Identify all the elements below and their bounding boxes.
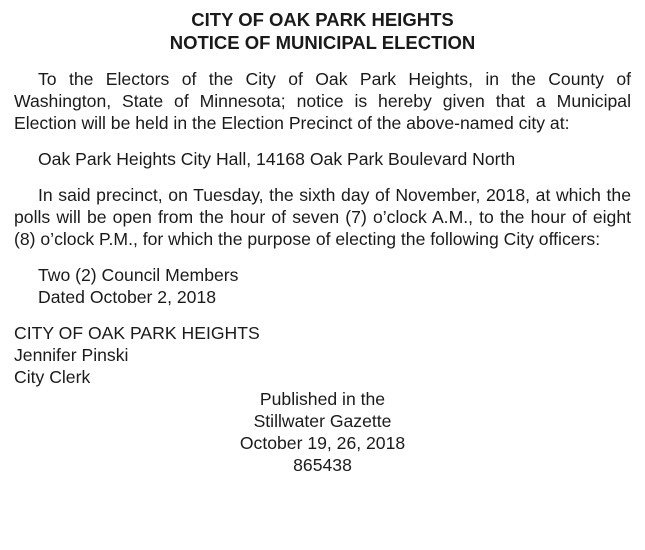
dated-line: Dated October 2, 2018 (38, 287, 217, 307)
signature-title: City Clerk (14, 367, 91, 387)
title-city: CITY OF OAK PARK HEIGHTS (191, 9, 454, 30)
offices-line: Two (2) Council Members (38, 265, 239, 285)
precinct-paragraph: In said precinct, on Tuesday, the sixth day of November, 2018, at which the polls will be open from the hour of seven (7) o’clock A.M., to the hour of eight (8) o’clock P.M., for which the purpose of electing the following City officers: (14, 185, 631, 249)
signature-block (14, 322, 631, 388)
publication-block (14, 388, 631, 476)
title-notice: NOTICE OF MUNICIPAL ELECTION (169, 32, 476, 53)
intro-paragraph: To the Electors of the City of Oak Park Heights, in the County of Washington, State of Minnesota; notice is hereby given that a Municipal Election will be held in the Election Precinct of the above-named city at: (14, 69, 631, 133)
publication-dates: October 19, 26, 2018 (239, 433, 406, 453)
polling-location: Oak Park Heights City Hall, 14168 Oak Park Boulevard North (38, 149, 516, 169)
publication-line1: Published in the (259, 389, 386, 409)
signature-city: CITY OF OAK PARK HEIGHTS (14, 323, 260, 343)
publication-paper: Stillwater Gazette (253, 411, 392, 431)
publication-id: 865438 (293, 455, 352, 475)
notice-title (14, 8, 631, 54)
signature-name: Jennifer Pinski (14, 345, 129, 365)
